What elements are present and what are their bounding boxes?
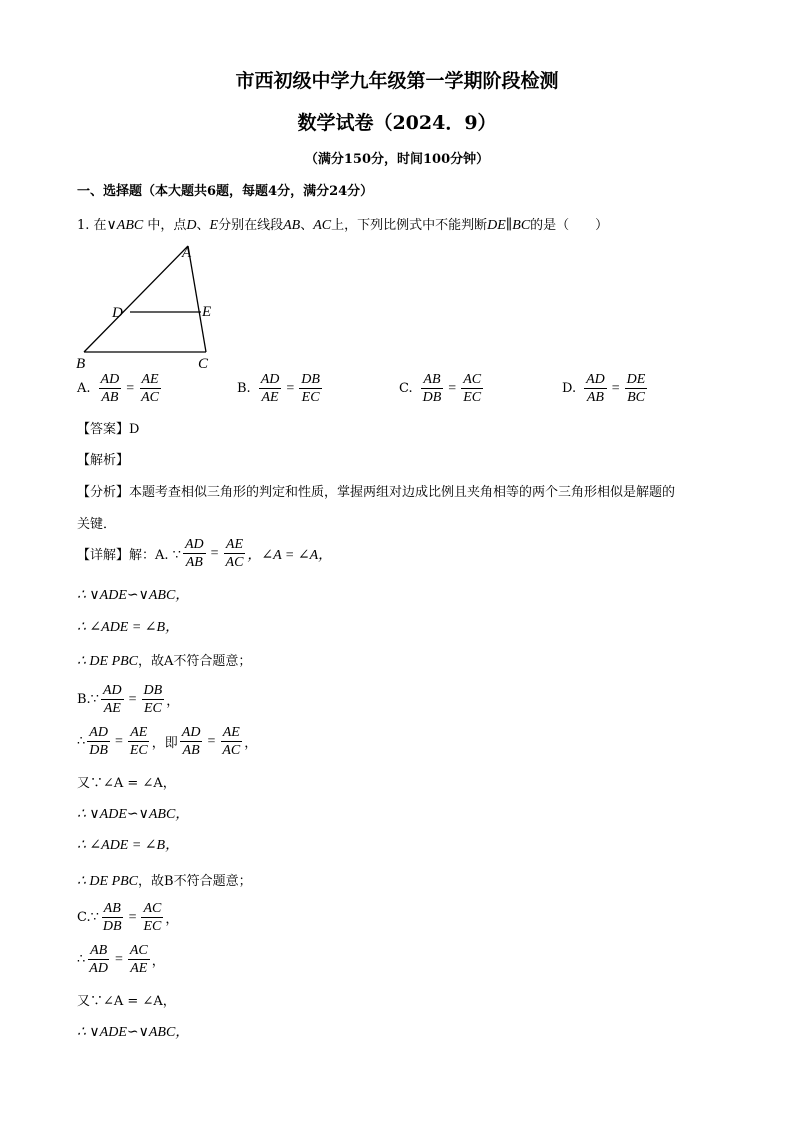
- label-b: B: [76, 356, 86, 372]
- denominator: AD: [89, 961, 108, 976]
- equals-sign: =: [114, 951, 123, 967]
- numerator: AB: [423, 372, 441, 387]
- numerator: AC: [463, 372, 482, 387]
- analysis-text-1: 【分析】本题考查相似三角形的判定和性质，掌握两组对边成比例且夹角相等的两个三角形相似是解题的: [77, 485, 676, 500]
- denominator: EC: [301, 390, 320, 405]
- triangle-figure: [70, 240, 230, 372]
- q1-segment-ac: AC: [313, 218, 332, 233]
- label-c: C: [198, 356, 209, 372]
- option-a[interactable]: [77, 371, 163, 406]
- comma: ，: [244, 736, 258, 751]
- q1-text-6: 上，下列比例式中不能判断: [331, 218, 488, 233]
- label-d: D: [112, 305, 123, 321]
- option-b[interactable]: [237, 371, 324, 406]
- question-1-stem: [77, 214, 608, 234]
- detail-b-parallel: [77, 870, 252, 890]
- detail-a-prefix: 【详解】解：A. ∵: [77, 548, 181, 563]
- numerator: AB: [103, 901, 121, 916]
- detail-b-also: 又∵∠A = ∠A，: [77, 776, 176, 791]
- option-b-left-fraction: [259, 371, 282, 406]
- detail-c-derived: [77, 942, 165, 977]
- numerator: AC: [129, 943, 148, 958]
- numerator: AD: [102, 683, 122, 698]
- analysis-text-2: 关键．: [77, 517, 117, 532]
- numerator: AD: [184, 537, 204, 552]
- numerator: DB: [301, 372, 320, 387]
- option-c-right-fraction: [461, 371, 483, 406]
- document-title: 市西初级中学九年级第一学期阶段检测: [235, 70, 559, 92]
- denominator: EC: [463, 390, 482, 405]
- fraction: [180, 724, 203, 759]
- equals-sign: =: [207, 733, 216, 749]
- exam-note: （满分150分，时间100分钟）: [304, 152, 490, 167]
- that-is: ，即: [151, 736, 178, 751]
- detail-a-angle: ∴ ∠ADE = ∠B，: [77, 620, 180, 635]
- fraction: [87, 724, 110, 759]
- numerator: AE: [130, 725, 148, 740]
- equals-sign: =: [448, 380, 457, 396]
- equals-sign: =: [128, 909, 137, 925]
- denominator: AC: [141, 390, 159, 405]
- option-d-right-fraction: [625, 371, 648, 406]
- option-d-left-fraction: [584, 371, 607, 406]
- q1-text-3: 、: [196, 218, 210, 233]
- numerator: AE: [225, 537, 244, 552]
- numerator: AD: [181, 725, 201, 740]
- therefore: ∴: [77, 734, 86, 749]
- detail-b-angle: ∴ ∠ADE = ∠B，: [77, 838, 180, 853]
- denominator: EC: [129, 743, 148, 758]
- q1-segment-ab: AB: [283, 218, 301, 233]
- q1-parallel: DE∥BC: [487, 218, 531, 233]
- detail-c-condition: [77, 900, 178, 935]
- detail-b-condition: [77, 682, 179, 717]
- denominator: DB: [89, 743, 108, 758]
- equals-sign: =: [126, 380, 135, 396]
- fraction: [141, 900, 163, 935]
- equals-sign: =: [611, 380, 620, 396]
- detail-a-similar: ∴ ∨ADE∽∨ABC，: [77, 588, 190, 603]
- numerator: AD: [100, 372, 120, 387]
- option-c-letter: C.: [399, 381, 413, 396]
- detail-b-derived: [77, 724, 257, 759]
- option-a-left-fraction: [99, 371, 122, 406]
- denominator: EC: [143, 701, 162, 716]
- equals-sign: =: [128, 691, 137, 707]
- parallel-statement: ∴ DE PBC: [77, 874, 139, 889]
- fraction: [128, 724, 150, 759]
- option-b-letter: B.: [237, 381, 251, 396]
- q1-text-5: 、: [300, 218, 314, 233]
- comma: ，: [165, 912, 179, 927]
- comma: ，: [166, 694, 180, 709]
- side-ac: [188, 246, 206, 352]
- fraction: [142, 682, 165, 717]
- analysis-label: 【解析】: [77, 453, 130, 468]
- fraction: [220, 724, 242, 759]
- fraction: [128, 942, 150, 977]
- denominator: AB: [182, 743, 200, 758]
- parallel-statement: ∴ DE PBC: [77, 654, 139, 669]
- denominator: EC: [143, 919, 162, 934]
- denominator: AB: [586, 390, 604, 405]
- detail-a-parallel: [77, 650, 251, 670]
- fraction: [87, 942, 110, 977]
- side-ab: [84, 246, 188, 352]
- denominator: AC: [222, 743, 241, 758]
- numerator: AE: [141, 372, 159, 387]
- equals-sign: =: [210, 545, 219, 561]
- q1-point-e: E: [209, 218, 219, 233]
- detail-a-condition: [77, 536, 332, 571]
- section-heading: 一、选择题（本大题共6题，每题4分，满分24分）: [77, 184, 374, 199]
- q1-text-4: 分别在线段: [218, 218, 284, 233]
- denominator: DB: [102, 919, 122, 934]
- comma: ，: [151, 954, 165, 969]
- detail-c-prefix: C.∵: [77, 910, 99, 925]
- detail-a-suffix: ，∠A = ∠A，: [247, 547, 333, 563]
- label-e: E: [202, 304, 212, 320]
- denominator: AE: [130, 961, 148, 976]
- fraction: [224, 536, 246, 571]
- numerator: AC: [143, 901, 162, 916]
- option-d-letter: D.: [562, 381, 577, 396]
- denominator: AE: [261, 390, 279, 405]
- numerator: AD: [89, 725, 108, 740]
- label-a: A: [182, 245, 192, 261]
- numerator: DB: [143, 683, 163, 698]
- denominator: DB: [422, 390, 442, 405]
- detail-b-similar: ∴ ∨ADE∽∨ABC，: [77, 807, 190, 822]
- equals-sign: =: [114, 733, 123, 749]
- fraction: [101, 900, 124, 935]
- numerator: AE: [222, 725, 240, 740]
- q1-text-2: 中，点: [143, 218, 187, 233]
- denominator: BC: [627, 390, 645, 405]
- conclusion: ，故B不符合题意；: [138, 874, 252, 889]
- detail-b-prefix: B.∵: [77, 692, 99, 707]
- option-c[interactable]: [399, 371, 485, 406]
- option-b-right-fraction: [299, 371, 322, 406]
- numerator: AD: [260, 372, 280, 387]
- answer-label: 【答案】D: [77, 422, 140, 437]
- equals-sign: =: [286, 380, 295, 396]
- detail-c-similar: ∴ ∨ADE∽∨ABC，: [77, 1025, 190, 1040]
- numerator: DE: [626, 372, 646, 387]
- option-a-right-fraction: [139, 371, 161, 406]
- denominator: AB: [185, 555, 203, 570]
- denominator: AE: [103, 701, 121, 716]
- option-d[interactable]: [562, 371, 649, 406]
- option-a-letter: A.: [77, 381, 91, 396]
- document-subtitle: 数学试卷（2024．9）: [297, 112, 497, 134]
- q1-text-1: 1. 在: [77, 218, 107, 233]
- numerator: AD: [586, 372, 605, 387]
- therefore: ∴: [77, 952, 86, 967]
- fraction: [101, 682, 124, 717]
- denominator: AB: [101, 390, 119, 405]
- numerator: AB: [90, 943, 108, 958]
- denominator: AC: [225, 555, 244, 570]
- q1-triangle: ∨ABC: [106, 218, 144, 233]
- q1-text-7: 的是（ ）: [530, 218, 609, 233]
- option-c-left-fraction: [421, 371, 444, 406]
- q1-point-d: D: [186, 218, 197, 233]
- detail-c-also: 又∵∠A = ∠A，: [77, 994, 176, 1009]
- fraction: [183, 536, 206, 571]
- conclusion: ，故A不符合题意；: [138, 654, 252, 669]
